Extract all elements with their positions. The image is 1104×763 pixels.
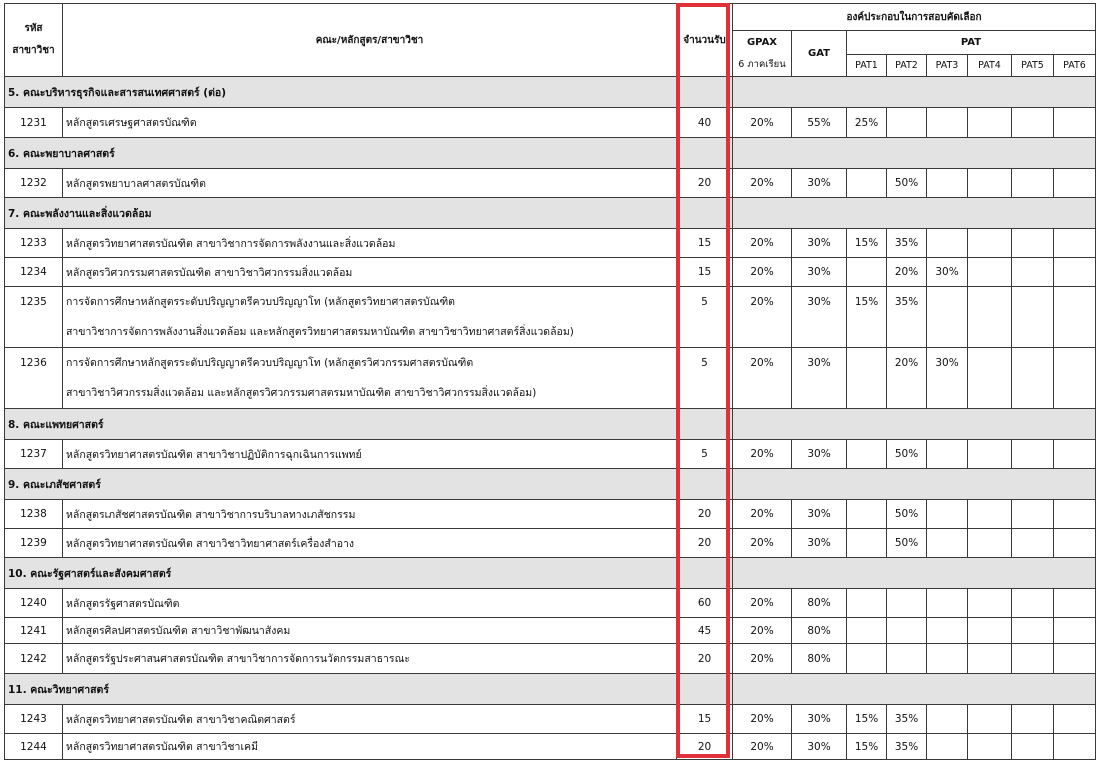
program-code: 1244 — [5, 734, 63, 760]
pat-cell — [1012, 589, 1054, 618]
pat-cell — [927, 440, 968, 469]
pat-cell — [887, 108, 927, 138]
gpax-cell: 20% — [733, 644, 792, 674]
table-header — [5, 4, 1096, 77]
pat-cell — [847, 258, 887, 287]
pat-cell — [927, 229, 968, 258]
program-code: 1237 — [5, 440, 63, 469]
program-code: 1231 — [5, 108, 63, 138]
gat-header: GAT — [792, 31, 847, 77]
capacity-cell: 40 — [677, 108, 733, 138]
section-filler-cell — [733, 409, 1096, 440]
gat-cell: 80% — [792, 589, 847, 618]
gat-cell: 30% — [792, 348, 847, 409]
pat-cell — [1012, 169, 1054, 198]
pat-cell — [927, 734, 968, 760]
program-name — [63, 500, 677, 529]
gat-cell: 30% — [792, 287, 847, 348]
pat-cell — [847, 618, 887, 644]
program-name-line: หลักสูตรวิทยาศาสตรบัณฑิต สาขาวิชาการจัดการพลังงานและสิ่งแวดล้อม — [66, 237, 396, 250]
pat-cell — [968, 287, 1012, 348]
pat-cell — [1054, 229, 1096, 258]
pat-cell — [927, 287, 968, 348]
program-name — [63, 108, 677, 138]
section-title: 11. คณะวิทยาศาสตร์ — [5, 674, 677, 705]
pat-cell — [927, 644, 968, 674]
pat-cell — [847, 644, 887, 674]
pat-cell — [927, 108, 968, 138]
gpax-cell: 20% — [733, 529, 792, 558]
gat-cell: 80% — [792, 644, 847, 674]
pat-cell — [927, 529, 968, 558]
pat-cell — [1054, 287, 1096, 348]
program-name-line: หลักสูตรวิทยาศาสตรบัณฑิต สาขาวิชาปฏิบัติการฉุกเฉินการแพทย์ — [66, 448, 362, 461]
program-name-line: หลักสูตรวิทยาศาสตรบัณฑิต สาขาวิชาคณิตศาสตร์ — [66, 713, 296, 726]
pat-cell: 50% — [887, 529, 927, 558]
section-title: 6. คณะพยาบาลศาสตร์ — [5, 138, 677, 169]
gat-cell: 30% — [792, 258, 847, 287]
code-header — [5, 4, 63, 77]
pat-cell — [927, 705, 968, 734]
pat-cell — [847, 440, 887, 469]
section-capacity-cell — [677, 138, 733, 169]
pat-cell — [968, 169, 1012, 198]
pat-col-header: PAT3 — [927, 55, 968, 77]
capacity-header: จำนวนรับ — [677, 4, 733, 77]
gpax-cell: 20% — [733, 169, 792, 198]
section-title: 10. คณะรัฐศาสตร์และสังคมศาสตร์ — [5, 558, 677, 589]
program-name-line: หลักสูตรวิศวกรรมศาสตรบัณฑิต สาขาวิชาวิศวกรรมสิ่งแวดล้อม — [66, 266, 353, 279]
program-name-line: การจัดการศึกษาหลักสูตรระดับปริญญาตรีควบปริญญาโท (หลักสูตรวิทยาศาสตรบัณฑิต — [66, 296, 455, 308]
pat-cell — [847, 589, 887, 618]
pat-cell — [968, 705, 1012, 734]
pat-col-header: PAT2 — [887, 55, 927, 77]
pat-header: PAT — [847, 31, 1096, 55]
gpax-cell: 20% — [733, 705, 792, 734]
pat-cell — [1054, 500, 1096, 529]
pat-cell — [1054, 440, 1096, 469]
pat-cell — [1012, 734, 1054, 760]
pat-cell — [847, 169, 887, 198]
pat-cell — [968, 734, 1012, 760]
section-title: 9. คณะเภสัชศาสตร์ — [5, 469, 677, 500]
pat-cell — [927, 589, 968, 618]
pat-cell: 50% — [887, 440, 927, 469]
program-name-line: หลักสูตรเภสัชศาสตรบัณฑิต สาขาวิชาการบริบาลทางเภสัชกรรม — [66, 508, 356, 521]
table-row — [5, 108, 1096, 138]
pat-cell — [1012, 705, 1054, 734]
pat-cell — [968, 348, 1012, 409]
program-name — [63, 348, 677, 409]
section-row — [5, 674, 1096, 705]
pat-cell — [847, 529, 887, 558]
pat-cell — [1012, 440, 1054, 469]
gat-cell: 30% — [792, 734, 847, 760]
section-filler-cell — [733, 198, 1096, 229]
gpax-cell: 20% — [733, 589, 792, 618]
table-row — [5, 500, 1096, 529]
pat-cell — [1054, 618, 1096, 644]
pat-cell: 50% — [887, 169, 927, 198]
program-name — [63, 440, 677, 469]
pat-cell — [968, 229, 1012, 258]
components-header: องค์ประกอบในการสอบคัดเลือก — [733, 4, 1096, 31]
pat-cell — [1054, 258, 1096, 287]
pat-cell — [847, 500, 887, 529]
pat-col-header: PAT5 — [1012, 55, 1054, 77]
pat-cell — [1054, 348, 1096, 409]
pat-cell: 15% — [847, 229, 887, 258]
capacity-cell: 15 — [677, 229, 733, 258]
code-header-line1: รหัส — [24, 23, 43, 34]
pat-cell: 35% — [887, 705, 927, 734]
capacity-cell: 20 — [677, 500, 733, 529]
program-code: 1234 — [5, 258, 63, 287]
table-row — [5, 258, 1096, 287]
pat-cell — [887, 644, 927, 674]
program-code: 1233 — [5, 229, 63, 258]
section-filler-cell — [733, 558, 1096, 589]
capacity-cell: 5 — [677, 440, 733, 469]
section-filler-cell — [733, 138, 1096, 169]
pat-cell — [968, 529, 1012, 558]
gpax-cell: 20% — [733, 500, 792, 529]
gpax-cell: 20% — [733, 348, 792, 409]
program-code: 1243 — [5, 705, 63, 734]
pat-cell — [1012, 500, 1054, 529]
pat-cell: 35% — [887, 229, 927, 258]
admission-table — [4, 3, 1096, 760]
capacity-cell: 20 — [677, 644, 733, 674]
pat-cell — [968, 618, 1012, 644]
table-row — [5, 229, 1096, 258]
pat-cell: 30% — [927, 348, 968, 409]
section-row — [5, 198, 1096, 229]
pat-cell: 15% — [847, 287, 887, 348]
program-name-line: หลักสูตรศิลปศาสตรบัณฑิต สาขาวิชาพัฒนาสังคม — [66, 625, 291, 637]
gpax-header-label: GPAX — [746, 36, 778, 48]
section-row — [5, 409, 1096, 440]
table-row — [5, 169, 1096, 198]
pat-cell — [847, 348, 887, 409]
program-name-line: หลักสูตรวิทยาศาสตรบัณฑิต สาขาวิชาวิทยาศาสตร์เครื่องสำอาง — [66, 537, 355, 550]
pat-cell — [1054, 589, 1096, 618]
pat-cell — [1012, 529, 1054, 558]
program-name-line: หลักสูตรรัฐศาสตรบัณฑิต — [66, 597, 180, 610]
pat-cell: 35% — [887, 734, 927, 760]
section-title: 8. คณะแพทยศาสตร์ — [5, 409, 677, 440]
table-row — [5, 734, 1096, 760]
section-filler-cell — [733, 469, 1096, 500]
table-row — [5, 589, 1096, 618]
program-name — [63, 734, 677, 760]
table-row — [5, 287, 1096, 348]
capacity-cell: 20 — [677, 169, 733, 198]
gat-cell: 30% — [792, 705, 847, 734]
pat-cell — [968, 258, 1012, 287]
section-row — [5, 138, 1096, 169]
program-name — [63, 644, 677, 674]
pat-cell — [968, 589, 1012, 618]
pat-cell — [927, 169, 968, 198]
section-capacity-cell — [677, 674, 733, 705]
program-name — [63, 589, 677, 618]
pat-cell — [968, 440, 1012, 469]
gpax-cell: 20% — [733, 258, 792, 287]
gpax-header-sub: 6 ภาคเรียน — [738, 58, 786, 70]
pat-cell — [1012, 258, 1054, 287]
program-code: 1232 — [5, 169, 63, 198]
program-code: 1241 — [5, 618, 63, 644]
section-title: 7. คณะพลังงานและสิ่งแวดล้อม — [5, 198, 677, 229]
section-title: 5. คณะบริหารธุรกิจและสารสนเทศศาสตร์ (ต่อ) — [5, 77, 677, 108]
table-row — [5, 348, 1096, 409]
pat-cell — [1012, 348, 1054, 409]
pat-cell — [887, 589, 927, 618]
gpax-header — [733, 31, 792, 77]
pat-cell — [927, 500, 968, 529]
program-name-line: สาขาวิชาการจัดการพลังงานสิ่งแวดล้อม และหลักสูตรวิทยาศาสตรมหาบัณฑิต สาขาวิชาวิทยาศาสตร์สิ่งแวดล้อม) — [66, 326, 574, 338]
program-name-line: หลักสูตรรัฐประศาสนศาสตรบัณฑิต สาขาวิชาการจัดการนวัตกรรมสาธารณะ — [66, 653, 410, 665]
capacity-cell: 60 — [677, 589, 733, 618]
capacity-cell: 20 — [677, 734, 733, 760]
pat-cell — [968, 108, 1012, 138]
pat-cell — [968, 644, 1012, 674]
program-header: คณะ/หลักสูตร/สาขาวิชา — [63, 4, 677, 77]
section-row — [5, 469, 1096, 500]
program-code: 1236 — [5, 348, 63, 409]
gpax-cell: 20% — [733, 734, 792, 760]
gpax-cell: 20% — [733, 618, 792, 644]
gat-cell: 30% — [792, 169, 847, 198]
capacity-cell: 45 — [677, 618, 733, 644]
table-row — [5, 618, 1096, 644]
gpax-cell: 20% — [733, 108, 792, 138]
program-name — [63, 287, 677, 348]
code-header-line2: สาขาวิชา — [12, 45, 55, 56]
capacity-cell: 15 — [677, 258, 733, 287]
program-name-line: หลักสูตรวิทยาศาสตรบัณฑิต สาขาวิชาเคมี — [66, 741, 258, 753]
capacity-cell: 5 — [677, 348, 733, 409]
pat-col-header: PAT4 — [968, 55, 1012, 77]
program-name — [63, 618, 677, 644]
pat-cell — [1054, 705, 1096, 734]
section-capacity-cell — [677, 469, 733, 500]
pat-cell: 20% — [887, 258, 927, 287]
gat-cell: 80% — [792, 618, 847, 644]
pat-cell: 50% — [887, 500, 927, 529]
pat-cell — [968, 500, 1012, 529]
program-code: 1239 — [5, 529, 63, 558]
program-name — [63, 529, 677, 558]
gat-cell: 30% — [792, 229, 847, 258]
pat-cell — [1054, 169, 1096, 198]
gpax-cell: 20% — [733, 229, 792, 258]
gat-cell: 55% — [792, 108, 847, 138]
pat-cell — [1054, 108, 1096, 138]
pat-cell — [1054, 644, 1096, 674]
pat-cell: 15% — [847, 705, 887, 734]
section-capacity-cell — [677, 198, 733, 229]
program-name-line: หลักสูตรเศรษฐศาสตรบัณฑิต — [66, 117, 197, 129]
program-code: 1238 — [5, 500, 63, 529]
table-row — [5, 529, 1096, 558]
program-name — [63, 258, 677, 287]
pat-cell — [1054, 734, 1096, 760]
pat-cell — [1012, 229, 1054, 258]
table-body — [5, 77, 1096, 760]
gpax-cell: 20% — [733, 287, 792, 348]
program-name-line: การจัดการศึกษาหลักสูตรระดับปริญญาตรีควบปริญญาโท (หลักสูตรวิศวกรรมศาสตรบัณฑิต — [66, 357, 474, 369]
capacity-cell: 20 — [677, 529, 733, 558]
program-name — [63, 229, 677, 258]
pat-cell: 20% — [887, 348, 927, 409]
program-name-line: หลักสูตรพยาบาลศาสตรบัณฑิต — [66, 177, 206, 190]
section-capacity-cell — [677, 77, 733, 108]
section-row — [5, 558, 1096, 589]
table-row — [5, 440, 1096, 469]
section-row — [5, 77, 1096, 108]
pat-cell — [1054, 529, 1096, 558]
program-name — [63, 169, 677, 198]
program-name — [63, 705, 677, 734]
section-capacity-cell — [677, 558, 733, 589]
pat-cell — [1012, 287, 1054, 348]
gpax-cell: 20% — [733, 440, 792, 469]
pat-cell: 30% — [927, 258, 968, 287]
capacity-cell: 5 — [677, 287, 733, 348]
pat-cell: 15% — [847, 734, 887, 760]
section-capacity-cell — [677, 409, 733, 440]
pat-cell — [927, 618, 968, 644]
program-code: 1242 — [5, 644, 63, 674]
pat-cell — [1012, 108, 1054, 138]
section-filler-cell — [733, 77, 1096, 108]
gat-cell: 30% — [792, 440, 847, 469]
table-row — [5, 705, 1096, 734]
program-code: 1235 — [5, 287, 63, 348]
gat-cell: 30% — [792, 500, 847, 529]
pat-cell — [887, 618, 927, 644]
table-row — [5, 644, 1096, 674]
pat-cell — [1012, 644, 1054, 674]
pat-cell: 25% — [847, 108, 887, 138]
program-name-line: สาขาวิชาวิศวกรรมสิ่งแวดล้อม และหลักสูตรวิศวกรรมศาสตรมหาบัณฑิต สาขาวิชาวิศวกรรมสิ่งแวดล้อม) — [66, 387, 537, 399]
pat-col-header: PAT1 — [847, 55, 887, 77]
pat-cell — [1012, 618, 1054, 644]
gat-cell: 30% — [792, 529, 847, 558]
section-filler-cell — [733, 674, 1096, 705]
program-code: 1240 — [5, 589, 63, 618]
capacity-cell: 15 — [677, 705, 733, 734]
pat-col-header: PAT6 — [1054, 55, 1096, 77]
pat-cell: 35% — [887, 287, 927, 348]
